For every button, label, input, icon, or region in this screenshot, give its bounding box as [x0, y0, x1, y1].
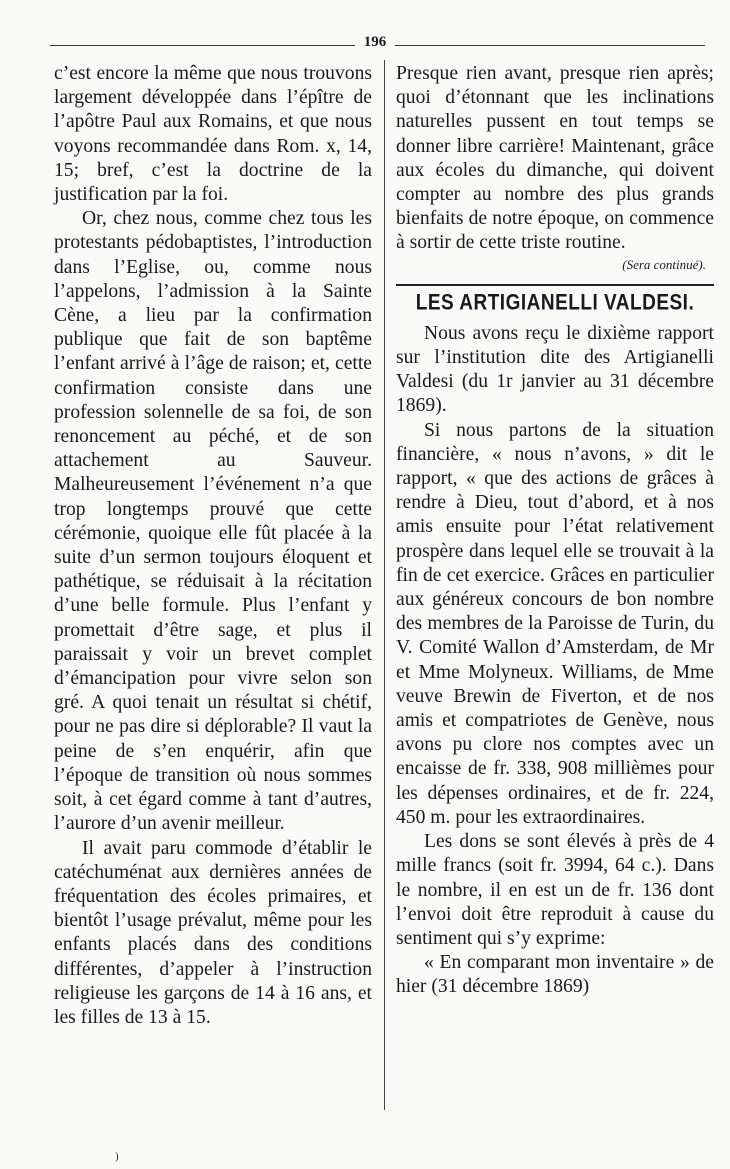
quote-paragraph: « En comparant mon inventaire » de hier (31 décembre 1869): [396, 952, 714, 998]
footer-marker: ): [115, 1152, 119, 1163]
right-column: [396, 62, 714, 1000]
page-number: 196: [355, 34, 395, 51]
paragraph: Il avait paru commode d’établir le catéchuménat aux dernières années de fréquentation des écoles primaires, et bientôt l’usage prévalut, même pour les enfants placés dans des conditions différentes, d’appeler à l’instruction religieuse les garçons de 14 à 16 ans, et les filles de 13 à 15.: [54, 837, 372, 1028]
paragraph: Or, chez nous, comme chez tous les protestants pédobaptistes, l’introduction dans l’Eglise, ou, comme nous l’appelons, l’admission à la Sainte Cène, a lieu par la confirmation publique que fait de son baptême l’enfant arrivé à l’âge de raison; et, cette confirmation consiste dans une profession solennelle de sa foi, de son renoncement au péché, et de son attachement au Sauveur. Malheureusement l’événement n’a que trop longtemps prouvé que cette cérémonie, quoique elle fût placée à la suite d’un sermon toujours éloquent et pathétique, se réduisait à la récitation d’une belle formule. Plus l’enfant y promettait d’être sage, et plus il paraissait y voir un brevet complet d’émancipation pour vivre selon son gré. A quoi tenait un résultat si chétif, pour ne pas dire si déplorable? Il vaut la peine de s’en enquérir, afin que l’époque de transition où nous sommes soit, à cet égard comme à tant d’autres, l’aurore d’un avenir meilleur.: [54, 208, 372, 835]
paragraph: Presque rien avant, presque rien après; quoi d’étonnant que les inclinations naturelles pussent en tout temps se donner libre carrière! Maintenant, grâce aux écoles du dimanche, qui doivent compter au nombre des plus grands bienfaits de notre époque, on commence à sortir de cette triste routine.: [396, 63, 714, 254]
paragraph: Les dons se sont élevés à près de 4 mille francs (soit fr. 3994, 64 c.). Dans le nombre, il en est un de fr. 136 dont l’envoi doit être reproduit à cause du sentiment qui s’y exprime:: [396, 831, 714, 949]
section-title: LES ARTIGIANELLI VALDESI.: [415, 290, 695, 316]
column-divider: [384, 60, 385, 1110]
paragraph: c’est encore la même que nous trouvons largement développée dans l’épître de l’apôtre Paul aux Romains, et que nous voyons recommandée dans Rom. x, 14, 15; bref, c’est la doctrine de la justification par la foi.: [54, 63, 372, 206]
left-column: [54, 62, 372, 1030]
section-rule: [396, 284, 714, 286]
paragraph: Nous avons reçu le dixième rapport sur l’institution dite des Artigianelli Valdesi (du 1r janvier au 31 décembre 1869).: [396, 322, 714, 417]
continued-note: (Sera continué).: [622, 256, 706, 272]
paragraph: Si nous partons de la situation financière, « nous n’avons, » dit le rapport, « que des actions de grâces à rendre à Dieu, tout d’abord, et à nos amis ensuite pour l’état relativement prospère dans lequel elle se trouvait à la fin de cet exercice. Grâces en particulier aux généreux concours de bon nombre des membres de la Paroisse de Turin, du V. Comité Wallon d’Amsterdam, de Mr et Mme Molyneux. Williams, de Mme veuve Brewin de Fiverton, et de nos amis et compatriotes de Genève, nous avons pu clore nos comptes avec un encaisse de fr. 338, 908 millièmes pour les dépenses ordinaires, et de fr. 224, 450 m. pour les extraordinaires.: [396, 419, 714, 828]
